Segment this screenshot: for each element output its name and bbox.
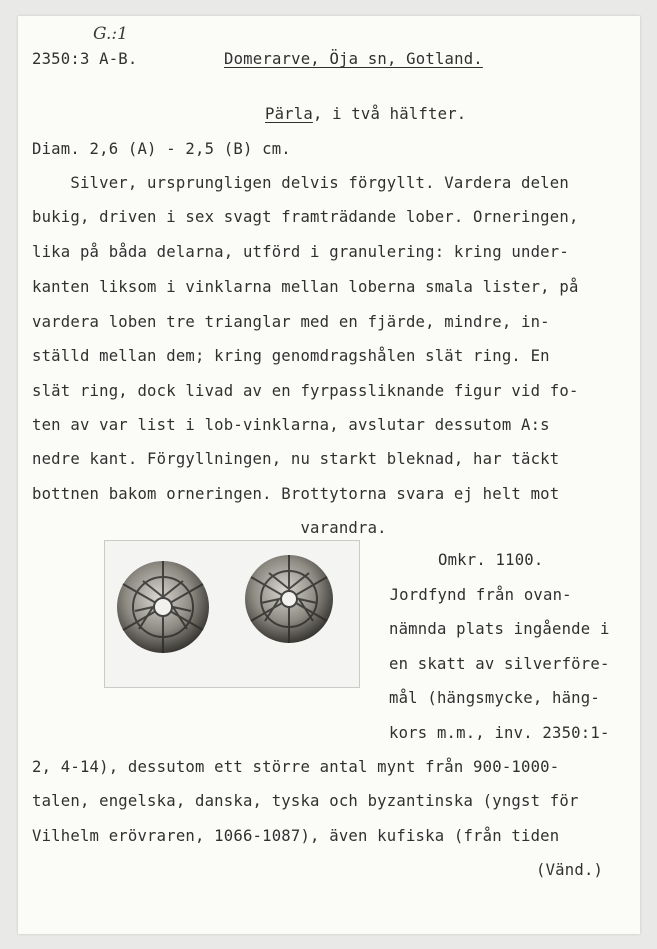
find-line-full: 2, 4-14), dessutom ett större antal mynt från 900-1000- (32, 758, 560, 776)
find-line-full: talen, engelska, danska, tyska och byzantinska (yngst för (32, 792, 579, 810)
description-line: ställd mellan dem; kring genomdragshålen slät ring. En (32, 347, 550, 365)
bead-half-b (245, 555, 333, 643)
date: Omkr. 1100. (438, 551, 544, 569)
description-line: Silver, ursprungligen delvis förgyllt. Vardera delen (32, 174, 569, 192)
bead-halves-image (105, 541, 359, 687)
object-title-line (265, 107, 466, 123)
description-line: bukig, driven i sex svagt framträdande lober. Orneringen, (32, 208, 579, 226)
object-title-rest: , i två hälfter. (312, 105, 467, 123)
find-line: nämnda plats ingående i (389, 620, 610, 638)
find-line: Jordfynd från ovan- (380, 586, 572, 604)
description-line: slät ring, dock livad av en fyrpassliknande figur vid fo- (32, 382, 579, 400)
location: Domerarve, Öja sn, Gotland. (224, 50, 483, 68)
bead-photo (104, 540, 360, 688)
description-line: varandra. (32, 519, 387, 537)
description-line: vardera loben tre trianglar med en fjärde, mindre, in- (32, 313, 550, 331)
description-line: kanten liksom i vinklarna mellan loberna smala lister, på (32, 278, 579, 296)
bead-half-a (117, 561, 209, 653)
object-title: Pärla (265, 105, 313, 123)
description-line: lika på båda delarna, utförd i granulering: kring under- (32, 243, 569, 261)
handwritten-mark: G.:1 (93, 24, 128, 44)
find-line-full: Vilhelm erövraren, 1066-1087), även kufiska (från tiden (32, 827, 560, 845)
dimensions: Diam. 2,6 (A) - 2,5 (B) cm. (32, 140, 291, 158)
find-line: en skatt av silverföre- (389, 655, 610, 673)
turn-over-note: (Vänd.) (536, 861, 604, 879)
description-line: nedre kant. Förgyllningen, nu starkt bleknad, har täckt (32, 450, 560, 468)
description-line: ten av var list i lob-vinklarna, avslutar dessutom A:s (32, 416, 550, 434)
inventory-number: 2350:3 A-B. (32, 50, 138, 68)
find-line: kors m.m., inv. 2350:1- (389, 724, 610, 742)
description-line: bottnen bakom orneringen. Brottytorna svara ej helt mot (32, 485, 560, 503)
find-line: mål (hängsmycke, häng- (389, 689, 600, 707)
